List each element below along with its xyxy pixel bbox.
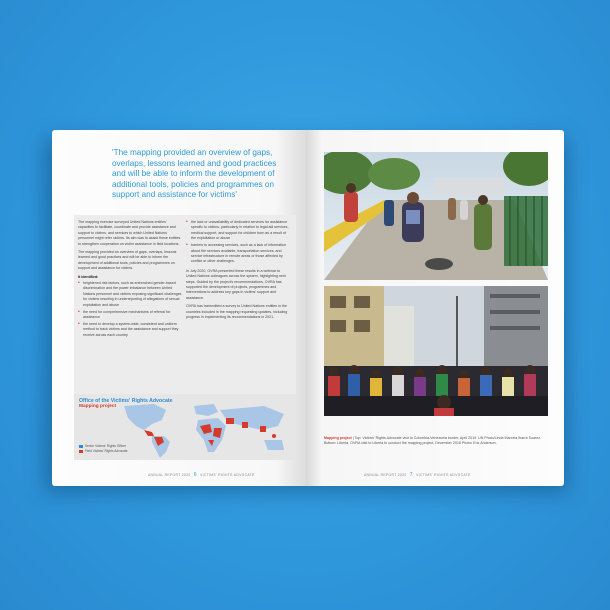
caption-text: | Top: Victims' Rights Advocate visit to Colombia-Venezuela border, April 2019. UN Photo/Linda Marcela Ibarra Suarez. Bottom: Liberia. OVRA visit to Liberia to conduct the mapping project, December 2018 Photo/ Eric Anderson. [324, 436, 542, 446]
map-subtitle: Mapping project [79, 404, 117, 409]
footer-org: VICTIMS' RIGHTS ADVOCATE [416, 473, 471, 477]
map-legend [79, 444, 128, 454]
footer-label: ANNUAL REPORT 2020 [364, 473, 407, 477]
list-item: • barriers to accessing services, such as a lack of information about the services available, transportation services, and service infrastructure in remote areas or those affected by conflict or other challenges. [186, 243, 290, 265]
pull-quote: 'The mapping provided an overview of gaps, overlaps, lessons learned and good practices and will be able to inform the development of additional tools, policies and programmes on support and assistance for victims' [112, 148, 277, 200]
caption-lead: Mapping project [324, 436, 352, 440]
paragraph: In July 2020, OVRA presented these results in a webinar to United Nations colleagues across the system, highlighting next steps. Guided by the project's recommendations, OVRA has supported the development of projects, programmes and interventions to address key gaps in victims' support and assistance. [186, 268, 286, 300]
footer-label: ANNUAL REPORT 2020 [148, 473, 191, 477]
page-number: 6 [193, 472, 197, 478]
map-title: Office of the Victims' Rights Advocate [79, 398, 173, 404]
photo-caption [324, 436, 548, 447]
list-item: • heightened risk factors, such as entrenched gender-based discrimination and the power imbalance between United Nations personnel and victims exposing significant challenges for victims resulting in underreporting of allegations of sexual exploitation and abuse [78, 281, 182, 308]
paragraph: The mapping exercise surveyed United Nations entities' capacities to facilitate, coordinate and provide assistance and support to victims, and services to which United Nations personnel might refer victims. Its aim was to assist these entities to strengthen cooperation on victim assistance in field locations. [78, 220, 181, 246]
border-crossing-photo-graphic [324, 152, 548, 280]
footer-org: VICTIMS' RIGHTS ADVOCATE [200, 473, 255, 477]
list-item: • the need for comprehensive mechanisms of referral for assistance [78, 310, 182, 321]
legend-label: Senior Victims' Rights Officer [85, 444, 127, 448]
body-text-panel [74, 215, 296, 403]
text-column-2 [186, 220, 290, 323]
world-map-graphic [114, 400, 294, 458]
paragraph: The mapping provided an overview of gaps, overlaps, lessons learned and good practices and will be able to inform the development of additional tools, policies and programmes on support and assistance for victims. [78, 250, 177, 271]
bullet-list [78, 281, 182, 338]
text-column-1 [78, 220, 182, 340]
list-item: • the need to develop a system-wide, consistent and uniform method to track victims and the assistance and support they receive across each country [78, 322, 182, 338]
bullet-list [186, 220, 290, 265]
legend-label: Field Victims' Rights Advocate [85, 449, 128, 453]
left-page [52, 130, 306, 486]
page-number: 7 [409, 472, 413, 478]
page-footer-left [148, 472, 255, 478]
mapping-project-map [74, 394, 296, 460]
list-heading: It identified: [78, 274, 99, 279]
open-brochure [52, 130, 564, 486]
page-footer-right [364, 472, 471, 478]
photo-liberia-crowd [324, 286, 548, 416]
list-item: • the lack or unavailability of dedicated services for assistance specific to victims, particularly in relation to legal aid services, medical support, and support for children born as a result of the exploitation or abuse [186, 220, 290, 242]
right-page [306, 130, 564, 486]
crowd-photo-graphic [324, 286, 548, 416]
paragraph: OVRA has transmitted a survey to United Nations entities in the countries included in the mapping requesting updates, including progress in implementing its recommendations in 2021. [186, 304, 288, 319]
photo-border-crossing [324, 152, 548, 280]
